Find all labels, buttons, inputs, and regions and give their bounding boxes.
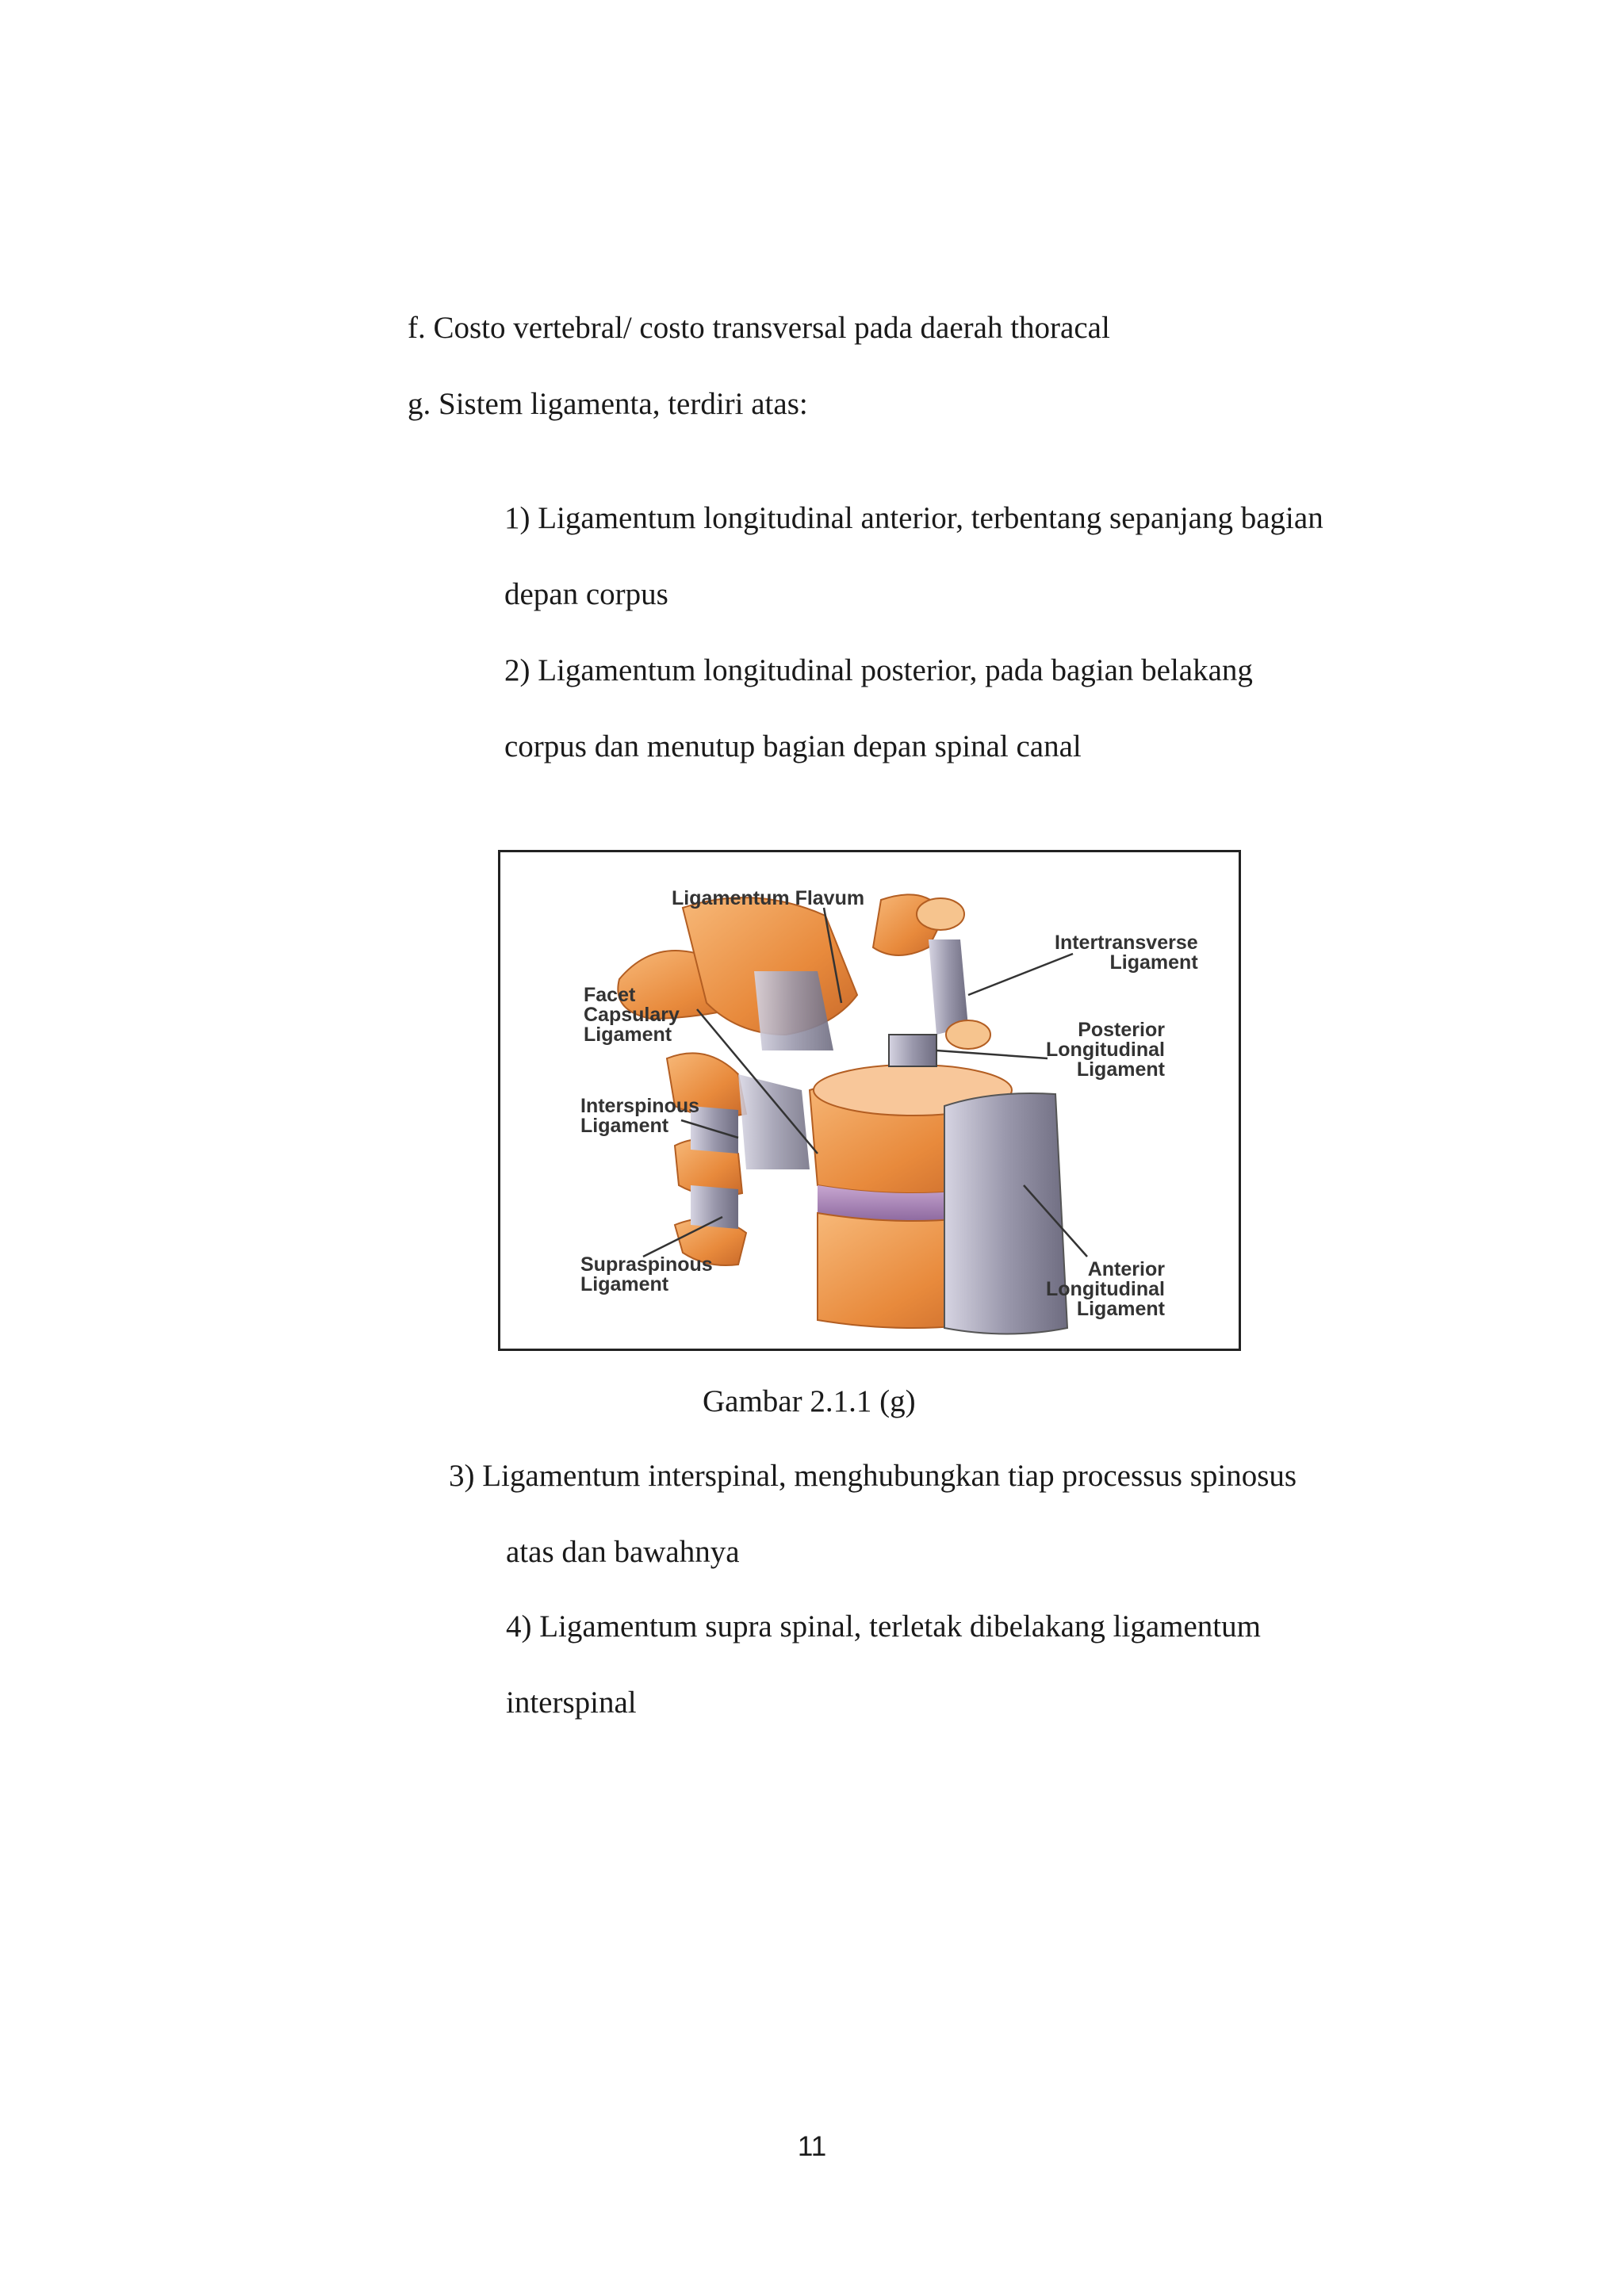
list-item-3-line-2: atas dan bawahnya [506, 1535, 740, 1569]
label-intertransverse-ligament: Intertransverse Ligament [1055, 932, 1198, 974]
figure-ligaments [498, 850, 1241, 1351]
label-supraspinous-ligament: Supraspinous Ligament [580, 1253, 713, 1295]
label-posterior-longitudinal-ligament: Posterior Longitudinal Ligament [1046, 1019, 1165, 1081]
list-item-3-line-1: 3) Ligamentum interspinal, menghubungkan tiap processus spinosus [449, 1459, 1297, 1493]
list-item-2-line-2: corpus dan menutup bagian depan spinal canal [504, 729, 1082, 763]
label-anterior-longitudinal-ligament: Anterior Longitudinal Ligament [1046, 1258, 1165, 1320]
list-item-4-line-1: 4) Ligamentum supra spinal, terletak dibelakang ligamentum [506, 1609, 1261, 1644]
label-facet-capsulary-ligament: Facet Capsulary Ligament [584, 984, 680, 1046]
label-interspinous-ligament: Interspinous Ligament [580, 1095, 700, 1137]
list-item-1-line-2: depan corpus [504, 577, 668, 611]
list-item-2-line-1: 2) Ligamentum longitudinal posterior, pada bagian belakang [504, 653, 1253, 687]
text-line-g: g. Sistem ligamenta, terdiri atas: [408, 387, 808, 421]
list-item-1-line-1: 1) Ligamentum longitudinal anterior, terbentang sepanjang bagian [504, 501, 1323, 535]
label-ligamentum-flavum: Ligamentum Flavum [672, 887, 865, 909]
page-number: 11 [797, 2131, 827, 2162]
figure-caption: Gambar 2.1.1 (g) [703, 1384, 916, 1418]
list-item-4-line-2: interspinal [506, 1686, 637, 1720]
text-line-f: f. Costo vertebral/ costo transversal pada daerah thoracal [408, 311, 1110, 345]
